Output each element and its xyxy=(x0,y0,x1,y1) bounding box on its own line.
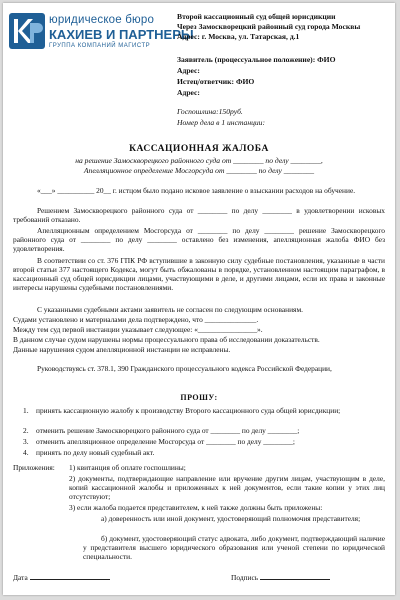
attachment-3: 3) если жалоба подается представителем, к ней также должны быть приложены: xyxy=(69,503,323,512)
logo-text-line3: ГРУППА КОМПАНИЙ МАГИСТР xyxy=(49,43,151,49)
court-address: Адрес: г. Москва, ул. Татарская, д.1 xyxy=(177,32,300,41)
date-line xyxy=(30,573,110,580)
request-4-text: принять по делу новый судебный акт. xyxy=(36,448,155,457)
logo-kp-icon xyxy=(9,13,45,49)
attachment-2: 2) документы, подтверждающие направление или вручение другим лицам, участвующим в деле, копий кассационной жалобы и приложенных к ней документов, если такие копии у этих лиц отсутствуют; xyxy=(69,474,385,502)
paragraph-2 xyxy=(13,206,385,224)
paragraph-3 xyxy=(13,226,385,253)
via-court: Через Замоскворецкий районный суд города Москвы xyxy=(177,22,361,31)
request-1-text: принять кассационную жалобу к производству Второго кассационного суда общей юрисдикции; xyxy=(36,406,341,415)
date-field xyxy=(13,573,110,582)
request-3-text: отменить апелляционное определение Мосгорсуда от ________ по делу ________; xyxy=(36,437,295,446)
line-6: Судами установлено и материалами дела подтверждено, что ______________. xyxy=(13,315,259,324)
signature-field xyxy=(231,573,330,582)
request-4-num: 4. xyxy=(23,448,29,457)
signature-line xyxy=(260,573,330,580)
signature-label: Подпись xyxy=(231,573,259,582)
company-logo xyxy=(9,11,194,53)
court-name: Второй кассационный суд общей юрисдикции xyxy=(177,12,336,21)
applicant-address: Адрес: xyxy=(177,66,200,75)
document-page xyxy=(3,3,395,595)
logo-text-line1: юридическое бюро xyxy=(49,14,155,26)
date-label: Дата xyxy=(13,573,28,582)
paragraph-5-text: С указанными судебными актами заявитель не согласен по следующим основаниям. xyxy=(37,305,303,314)
plaintiff-address: Адрес: xyxy=(177,88,200,97)
request-1-num: 1. xyxy=(23,406,29,415)
paragraph-3-text: Апелляционным определением Мосгорсуда от ________ по делу ________ решение Замоскворецкого районного суда от ________ по делу ________ оставлено без изменения, апелляционная жалоба ФИО без удовлетворения. xyxy=(13,226,385,254)
attachment-3a: а) доверенность или иной документ, удостоверяющий полномочия представителя; xyxy=(101,514,361,523)
line-9: Данные нарушения судом апелляционной инстанции не исправлены. xyxy=(13,345,231,354)
request-2-text: отменить решение Замоскворецкого районного суда от ________ по делу ________; xyxy=(36,426,300,435)
paragraph-10 xyxy=(13,364,385,373)
state-fee: Госпошлина:150руб. xyxy=(177,107,243,116)
paragraph-1 xyxy=(13,186,385,195)
attachment-3b: б) документ, удостоверяющий статус адвоката, либо документ, подтверждающий наличие у представителя высшего юридического образования или ученой степени по юридической специальности. xyxy=(83,534,385,562)
paragraph-1-text: «___» __________ 20__ г. истцом было подано исковое заявление о взыскании расходов на обучение. xyxy=(37,186,356,195)
document-subtitle-1: на решение Замоскворецкого районного суда от ________ по делу ________, xyxy=(75,156,323,165)
applicant: Заявитель (процессуальное положение): ФИО xyxy=(177,55,336,64)
plaintiff: Истец/ответчик: ФИО xyxy=(177,77,255,86)
document-title: КАССАЦИОННАЯ ЖАЛОБА xyxy=(129,144,269,154)
paragraph-5 xyxy=(13,305,385,314)
request-3-num: 3. xyxy=(23,437,29,446)
paragraph-4 xyxy=(13,256,385,292)
line-7: Между тем суд первой инстанции указывает следующее: «________________». xyxy=(13,325,263,334)
logo-text-line2: КАХИЕВ И ПАРТНЕРЫ xyxy=(49,27,194,42)
request-heading: ПРОШУ: xyxy=(180,393,218,402)
paragraph-10-text: Руководствуясь ст. 378.1, 390 Гражданского процессуального кодекса Российской Федерации, xyxy=(37,364,332,373)
attachment-1: 1) квитанция об оплате госпошлины; xyxy=(69,463,186,472)
paragraph-2-text: Решением Замоскворецкого районного суда от ________ по делу ________ в удовлетворении исковых требований отказано. xyxy=(13,206,385,225)
case-number: Номер дела в 1 инстанции: xyxy=(177,118,266,127)
attachments-label: Приложения: xyxy=(13,463,55,472)
line-8: В данном случае судом нарушены нормы процессуального права об исследовании доказательств. xyxy=(13,335,320,344)
paragraph-4-text: В соответствии со ст. 376 ГПК РФ вступившие в законную силу судебные постановления, указанные в части второй статьи 377 настоящего Кодекса, могут быть обжалованы в порядке, установленном настоящим параграфом, в кассационный суд общей юрисдикции лицами, участвующими в деле, и другими лицами, если их права и законные интересы нарушены судебными постановлениями. xyxy=(13,256,385,293)
request-2-num: 2. xyxy=(23,426,29,435)
document-subtitle-2: Апелляционное определение Мосгорсуда от ________ по делу ________ xyxy=(83,166,315,175)
